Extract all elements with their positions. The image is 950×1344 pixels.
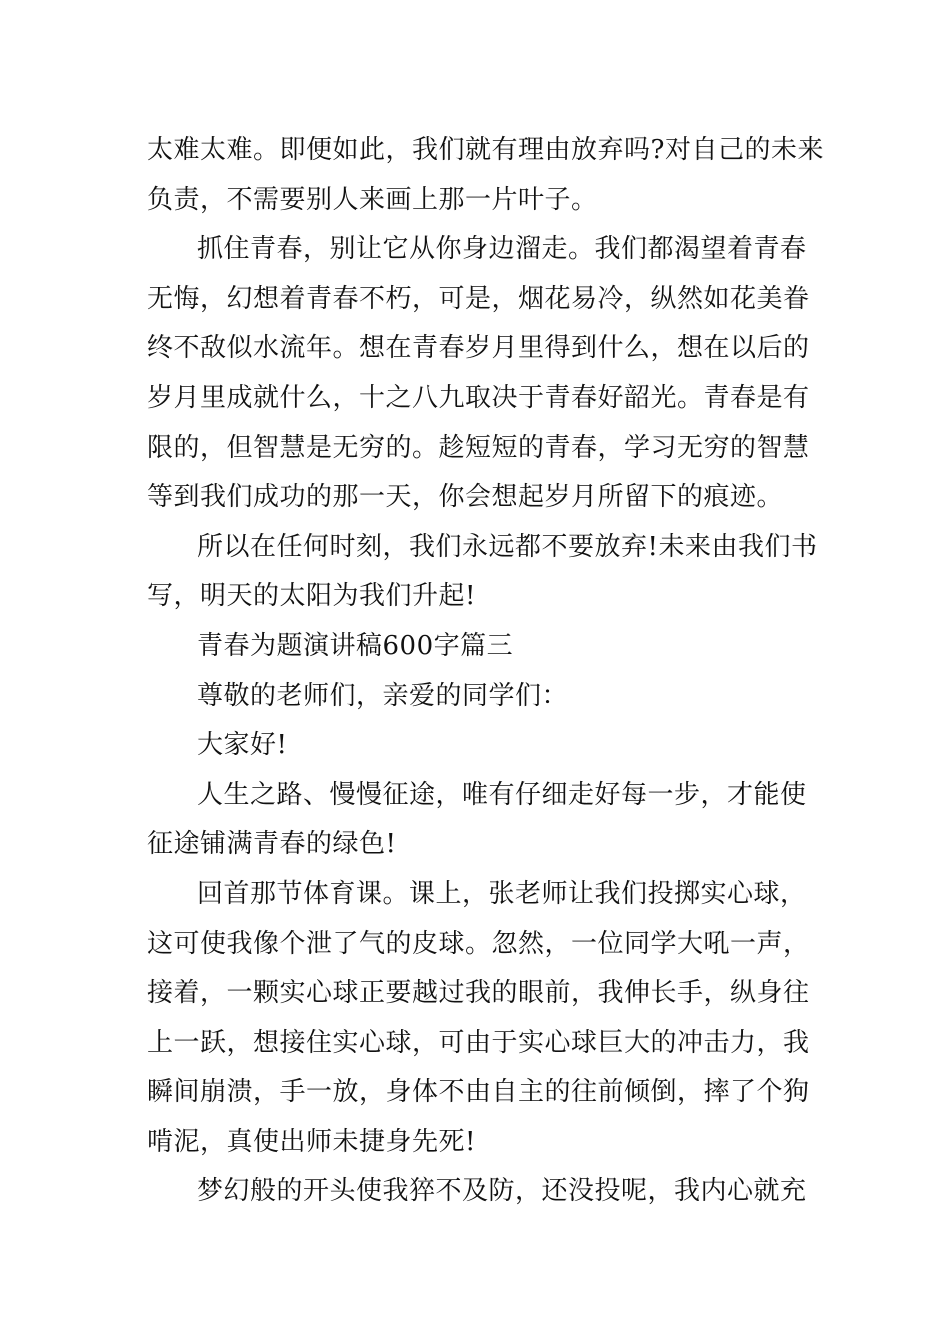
greeting: 大家好!: [197, 730, 288, 761]
text-line-10: 写，明天的太阳为我们升起!: [147, 581, 476, 612]
text-line-9: 所以在任何时刻，我们永远都不要放弃!未来由我们书: [197, 531, 818, 562]
text-line-20: 瞬间崩溃，手一放，身体不由自主的往前倾倒，摔了个狗: [147, 1077, 810, 1108]
text-line-2: 负责，不需要别人来画上那一片叶子。: [147, 184, 598, 215]
text-line-18: 接着，一颗实心球正要越过我的眼前，我伸长手，纵身往: [147, 978, 810, 1009]
section-heading: 青春为题演讲稿600字篇三: [197, 630, 514, 661]
text-line-7: 限的，但智慧是无穷的。趁短短的青春，学习无穷的智慧: [147, 432, 810, 463]
document-body: [147, 126, 824, 1217]
text-line-16: 回首那节体育课。课上，张老师让我们投掷实心球，: [197, 878, 807, 909]
text-line-19: 上一跃，想接住实心球，可由于实心球巨大的冲击力，我: [147, 1027, 810, 1058]
text-line-6: 岁月里成就什么，十之八九取决于青春好韶光。青春是有: [147, 382, 810, 413]
text-line-1: 太难太难。即便如此，我们就有理由放弃吗?对自己的未来: [147, 135, 824, 165]
text-line-5: 终不敌似水流年。想在青春岁月里得到什么，想在以后的: [147, 333, 810, 364]
text-line-3: 抓住青春，别让它从你身边溜走。我们都渴望着青春: [197, 234, 807, 265]
text-line-21: 啃泥，真使出师未捷身先死!: [147, 1126, 476, 1157]
salutation: 尊敬的老师们，亲爱的同学们：: [197, 680, 569, 711]
text-line-15: 征途铺满青春的绿色!: [147, 829, 397, 860]
text-line-4: 无悔，幻想着青春不朽，可是，烟花易冷，纵然如花美眷: [147, 283, 810, 314]
text-line-8: 等到我们成功的那一天，你会想起岁月所留下的痕迹。: [147, 482, 784, 513]
text-line-17: 这可使我像个泄了气的皮球。忽然，一位同学大吼一声，: [147, 928, 810, 959]
text-line-22: 梦幻般的开头使我猝不及防，还没投呢，我内心就充: [197, 1176, 807, 1207]
text-line-14: 人生之路、慢慢征途，唯有仔细走好每一步，才能使: [197, 779, 807, 810]
